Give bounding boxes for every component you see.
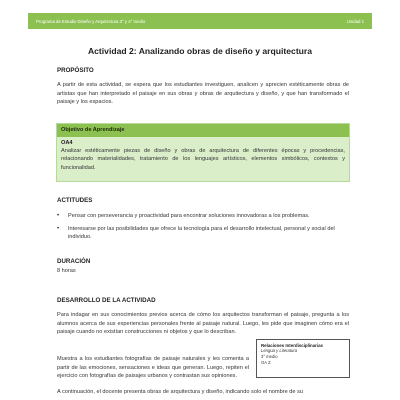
sidebox-title: Relaciones Interdisciplinarias (261, 343, 323, 348)
attitudes-list (57, 212, 349, 246)
learning-objective-box (56, 123, 350, 182)
activity-title: Actividad 2: Analizando obras de diseño y arquitectura (87, 46, 313, 56)
development-paragraph-2: Muestra a los estudiantes fotografías de paisaje naturales y les comenta a partir de las emociones, sensaciones e ideas que generan. Luego, repiten el ejercicio con fotografías de paisajes urbanos y contrastan sus opiniones. (57, 356, 249, 380)
unit-label: Unidad 1 (346, 18, 364, 24)
development-paragraph-3: A continuación, el docente presenta obras de arquitectura y diseño, indicando solo el nombre de su (57, 389, 303, 395)
list-item (57, 212, 349, 221)
sidebox-oa: OA 2: (261, 360, 272, 365)
sidebox-level: 3° medio (261, 354, 278, 359)
duration-heading: DURACIÓN (57, 258, 91, 265)
program-title: Programa de Estudio Diseño y Arquitectura 3° y 4° medio (36, 18, 146, 24)
attitude-text: Pensar con perseverancia y proactividad para encontrar soluciones innovadoras a los problemas. (68, 213, 310, 219)
purpose-heading: PROPÓSITO (57, 67, 94, 74)
development-paragraph-1: Para indagar en sus conocimientos previos acerca de cómo los arquitectos transforman el paisaje, pregunta a los alumnos acerca de sus experiencias personales frente al paisaje natural. Luego, les pide que imaginen cómo era el paisaje cuando no existían construcciones ni objetos y que lo describan. (57, 312, 349, 336)
objective-heading: Objetivo de Aprendizaje (57, 124, 349, 137)
objective-code: OA4 (61, 140, 73, 146)
header-bar (28, 13, 372, 29)
objective-text: Analizar estéticamente piezas de diseño y obras de arquitectura de diferentes épocas y procedencias, relacionando materialidades, tratamiento de los lenguajes artísticos, elementos simbólicos, contextos y funcionalidad. (61, 148, 345, 171)
list-item (57, 225, 349, 242)
bullet-icon: • (57, 225, 60, 232)
development-heading: DESARROLLO DE LA ACTIVIDAD (57, 297, 156, 304)
duration-value: 8 horas (57, 268, 76, 274)
attitudes-heading: ACTITUDES (57, 197, 93, 204)
interdisciplinary-box (256, 339, 350, 378)
purpose-text: A partir de esta actividad, se espera que los estudiantes investiguen, analicen y aprecien estéticamente obras de artistas que han interpretado el paisaje en sus obras y obras de arquitectura y diseño, y que han transformado el paisaje y los espacios. (57, 82, 349, 106)
attitude-text: Interesarse por las posibilidades que ofrece la tecnología para el desarrollo intelectual, personal y social del individuo. (68, 225, 335, 241)
bullet-icon: • (57, 213, 60, 219)
sidebox-subject: Lengua y Literatura (261, 348, 298, 353)
